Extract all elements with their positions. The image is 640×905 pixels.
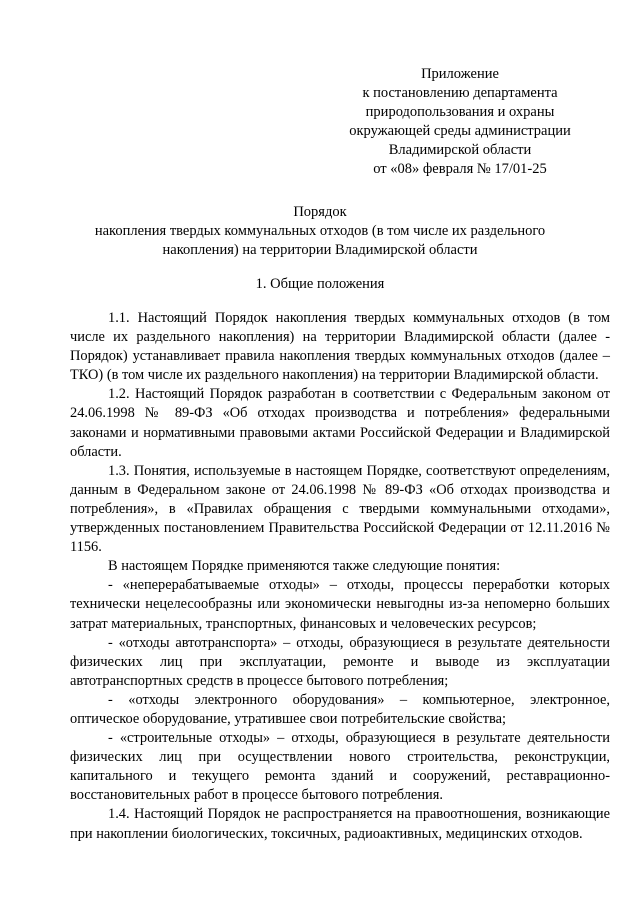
document-title xyxy=(60,203,580,260)
title-line: Порядок xyxy=(293,204,347,220)
paragraph: 1.4. Настоящий Порядок не распространяется на правоотношения, возникающие при накоплении биологических, токсичных, радиоактивных, медицинских отходов. xyxy=(70,806,610,842)
definition-item: - «строительные отходы» – отходы, образующиеся в результате деятельности физических лиц при осуществлении нового строительства, реконструкции, капитального и текущего ремонта зданий и сооружений, реставрационно-восстановительных работ в процессе бытового потребления. xyxy=(70,730,610,804)
appendix-block xyxy=(330,65,590,179)
paragraph: 1.3. Понятия, используемые в настоящем Порядке, соответствуют определениям, данным в Федеральном законе от 24.06.1998 № 89-ФЗ «Об отходах производства и потребления», в «Правилах обращения с твердыми коммунальными отходами», утвержденных постановлением Правительства Российской Федерации от 12.11.2016 № 1156. xyxy=(70,462,610,556)
appendix-line: окружающей среды администрации xyxy=(349,123,571,139)
paragraph: В настоящем Порядке применяются также следующие понятия: xyxy=(108,558,501,575)
section-heading: 1. Общие положения xyxy=(255,276,385,292)
title-line: накопления твердых коммунальных отходов (в том числе их раздельного xyxy=(94,223,546,239)
appendix-line: к постановлению департамента xyxy=(362,85,558,101)
appendix-line: Владимирской области xyxy=(388,142,532,158)
paragraph: 1.1. Настоящий Порядок накопления твердых коммунальных отходов (в том числе их раздельного накопления) на территории Владимирской области (далее - Порядок) устанавливает правила накопления твердых коммунальных отходов (далее – ТКО) (в том числе их раздельного накопления) на территории Владимирской области. xyxy=(70,310,610,384)
definition-item: - «неперерабатываемые отходы» – отходы, процессы переработки которых технически нецелесообразны или экономически невыгодны из-за непомерно больших затрат материальных, транспортных, финансовых и человеческих ресурсов; xyxy=(70,577,610,632)
definition-item: - «отходы автотранспорта» – отходы, образующиеся в результате деятельности физических лиц при эксплуатации, ремонте и выводе из эксплуатации автотранспортных средств в процессе бытового потребления; xyxy=(70,634,610,689)
section-body xyxy=(70,309,610,844)
appendix-line: природопользования и охраны xyxy=(365,104,555,120)
paragraph: 1.2. Настоящий Порядок разработан в соответствии с Федеральным законом от 24.06.1998 № 89-ФЗ «Об отходах производства и потребления» федеральными законами и нормативными правовыми актами Российской Федерации и Владимирской области. xyxy=(70,386,610,460)
title-line: накопления) на территории Владимирской области xyxy=(162,242,478,258)
definition-item: - «отходы электронного оборудования» – компьютерное, электронное, оптическое оборудование, утратившее свои потребительские свойства; xyxy=(70,691,610,727)
appendix-line: Приложение xyxy=(421,66,499,82)
appendix-line: от «08» февраля № 17/01-25 xyxy=(373,161,547,177)
